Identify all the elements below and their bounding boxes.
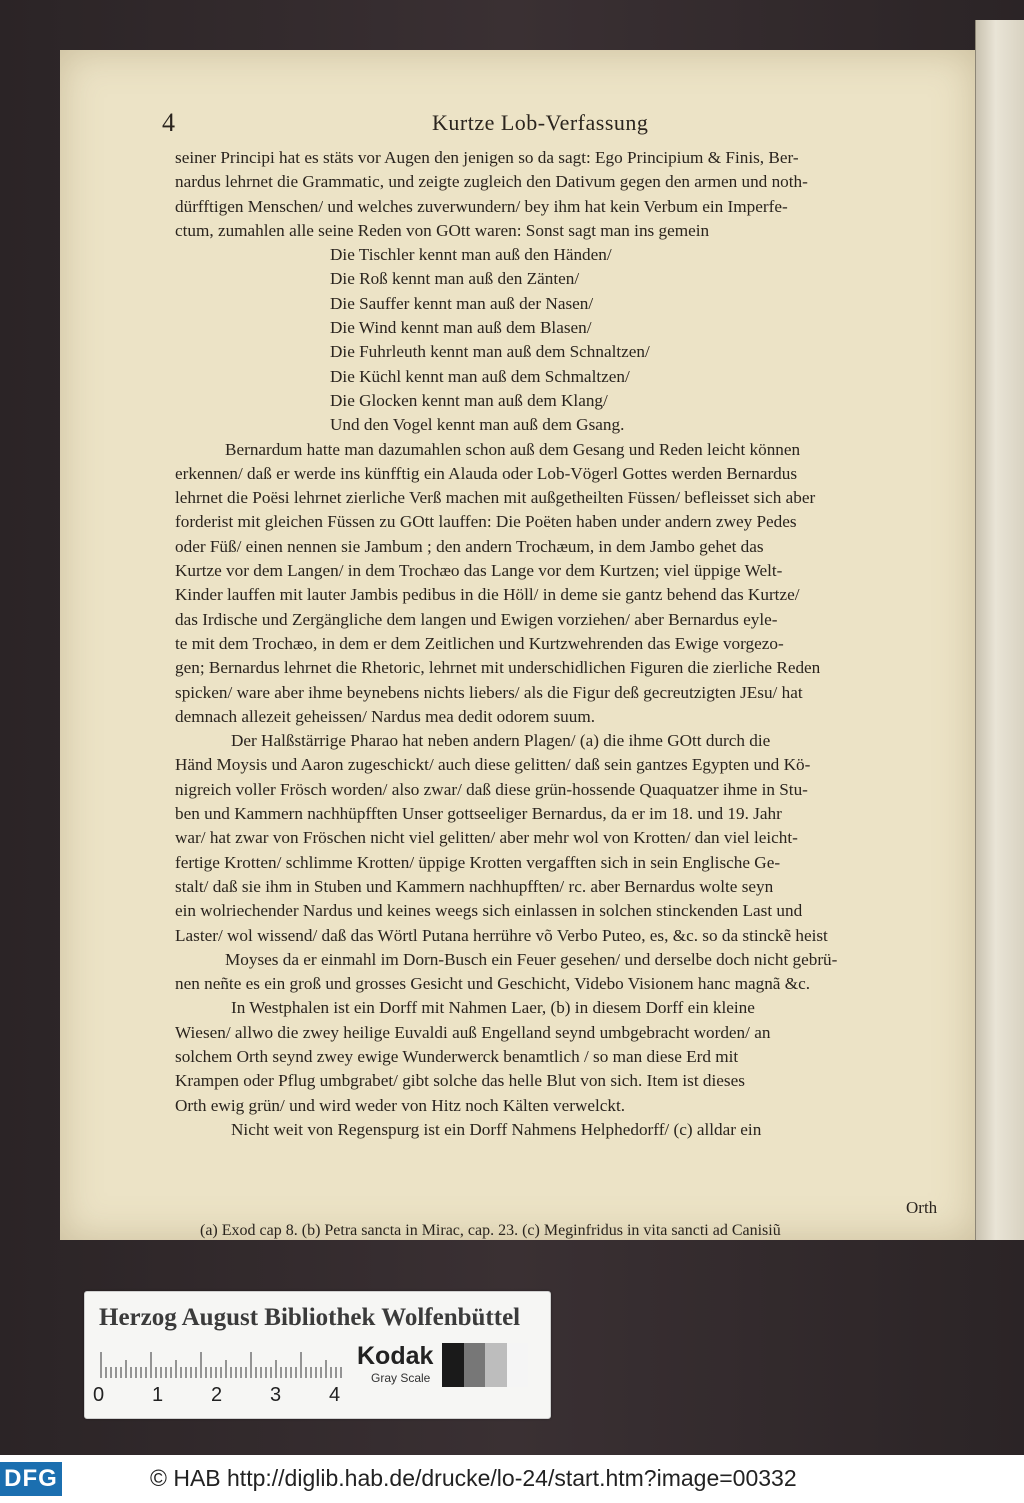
ruler-numbers	[93, 1384, 343, 1408]
text-line: oder Füß/ einen nennen sie Jambum ; den andern Trochæum, in dem Jambo gehet das	[175, 536, 764, 556]
ruler-number: 3	[270, 1384, 282, 1406]
page-number: 4	[162, 108, 175, 137]
text-line: Orth ewig grün/ und wird weder von Hitz noch Kälten verwelckt.	[175, 1095, 626, 1115]
text-line: dürfftigen Menschen/ und welches zuverwundern/ bey ihm hat kein Verbum ein Imperfe-	[175, 196, 788, 216]
next-page-edge	[975, 20, 1024, 1240]
running-head: Kurtze Lob-Verfassung	[432, 110, 649, 135]
text-line: erkennen/ daß er werde ins künfftig ein Alauda oder Lob-Vögerl Gottes werden Bernardus	[175, 463, 798, 483]
text-line: Wiesen/ allwo die zwey heilige Euvaldi auß Engelland seynd umbgebracht worden/ an	[175, 1022, 771, 1042]
text-line: nen neñte es ein groß und grosses Gesicht und Geschicht, Videbo Visionem hanc magnã &c.	[175, 974, 811, 994]
kodak-logo: Kodak	[357, 1342, 434, 1370]
text-line: Die Glocken kennt man auß dem Klang/	[330, 390, 608, 410]
grayscale-label: Gray Scale	[371, 1371, 431, 1385]
body-text	[175, 146, 911, 1142]
text-line: Händ Moysis und Aaron zugeschickt/ auch diese gelitten/ daß sein gantzes Egypten und Kö-	[175, 755, 811, 775]
footnote: (a) Exod cap 8. (b) Petra sancta in Mirac, cap. 23. (c) Meginfridus in vita sancti ad Canisiũ	[200, 1222, 781, 1239]
text-line: Laster/ wol wissend/ daß das Wörtl Putana herrühre võ Verbo Puteo, es, &c. so da stinckẽ heist	[175, 925, 828, 945]
text-line: nigreich voller Frösch worden/ also zwar/ daß diese grün-hossende Quaquatzer ihme in Stu-	[175, 779, 808, 799]
text-line: war/ hat zwar von Fröschen nicht viel gelitten/ aber mehr wol von Krotten/ dan viel leicht-	[175, 828, 798, 848]
catchword: Orth	[906, 1198, 938, 1217]
ruler-number: 2	[211, 1384, 223, 1406]
gray-patch	[485, 1343, 507, 1387]
text-line: ben und Kammern nachhüpfften Unser gottseeliger Bernardus, da er im 18. und 19. Jahr	[175, 804, 782, 824]
copyright-url: © HAB http://diglib.hab.de/drucke/lo-24/start.htm?image=00332	[150, 1465, 797, 1491]
text-line: Die Sauffer kennt man auß der Nasen/	[330, 293, 594, 313]
ruler-number: 1	[152, 1384, 164, 1406]
gray-patch	[442, 1343, 464, 1387]
text-line: ctum, zumahlen alle seine Reden von GOtt waren: Sonst sagt man ins gemein	[175, 220, 710, 240]
text-line: fertige Krotten/ schlimme Krotten/ üppige Krotten vergafften sich in sein Englische Ge-	[175, 852, 781, 872]
text-line: Moyses da er einmahl im Dorn-Busch ein Feuer gesehen/ und derselbe doch nicht gebrü-	[225, 949, 838, 969]
text-line: spicken/ ware aber ihme beynebens nichts liebers/ als die Figur deß gecreutzigten JEsu/ hat	[175, 682, 803, 702]
text-line: ein wolriechender Nardus und keines weegs sich einlassen in solchen stinckenden Last und	[175, 901, 803, 921]
text-line: nardus lehrnet die Grammatic, und zeigte zugleich den Dativum gegen den armen und noth-	[175, 172, 808, 192]
text-line: Kinder lauffen mit lauter Jambis pedibus in die Höll/ in deme sie gantz behend das Kurtze/	[175, 585, 800, 605]
ruler-number: 4	[329, 1384, 341, 1406]
scale-card	[84, 1291, 551, 1419]
text-line: stalt/ daß sie ihm in Stuben und Kammern nachhupfften/ rc. aber Bernardus wolte seyn	[175, 876, 774, 896]
text-line: Die Roß kennt man auß den Zänten/	[330, 269, 580, 289]
text-line: forderist mit gleichen Füssen zu GOtt lauffen: Die Poëten haben under andern zwey Pedes	[175, 512, 797, 532]
footer-bar	[0, 1455, 1024, 1503]
gray-patch	[464, 1343, 486, 1387]
text-line: Die Wind kennt man auß dem Blasen/	[330, 318, 592, 338]
text-line: Die Tischler kennt man auß den Händen/	[330, 245, 612, 265]
gray-patch	[507, 1343, 529, 1387]
text-line: das Irdische und Zergängliche dem langen und Ewigen vorziehen/ aber Bernardus eyle-	[175, 609, 778, 629]
text-line: demnach allezeit geheissen/ Nardus mea dedit odorem suum.	[175, 706, 596, 726]
page-header	[60, 108, 975, 144]
text-line: solchem Orth seynd zwey ewige Wunderwerck benamtlich / so man diese Erd mit	[175, 1046, 739, 1066]
text-line: te mit dem Trochæo, in dem er dem Zeitlichen und Kurtzwehrenden das Ewige vorgezo-	[175, 633, 784, 653]
gray-scale-patches	[442, 1343, 528, 1387]
text-line: Die Fuhrleuth kennt man auß dem Schnaltzen/	[330, 342, 650, 362]
ruler-number: 0	[93, 1384, 105, 1406]
text-line: gen; Bernardus lehrnet die Rhetoric, lehrnet mit underschidlichen Figuren die zierliche Reden	[175, 658, 821, 678]
text-line: Krampen oder Pflug umbgrabet/ gibt solche das helle Blut von sich. Item ist dieses	[175, 1071, 745, 1091]
text-line: lehrnet die Poësi lehrnet zierliche Verß machen mit außgetheilten Füssen/ befleisset sich aber	[175, 488, 816, 508]
text-line: Bernardum hatte man dazumahlen schon auß dem Gesang und Reden leicht können	[225, 439, 801, 459]
text-line: In Westphalen ist ein Dorff mit Nahmen Laer, (b) in diesem Dorff ein kleine	[231, 998, 755, 1018]
ruler	[97, 1350, 345, 1378]
text-line: Der Halßstärrige Pharao hat neben andern Plagen/ (a) die ihme GOtt durch die	[231, 731, 771, 751]
text-line: Und den Vogel kennt man auß dem Gsang.	[330, 415, 625, 435]
dfg-logo: DFG	[0, 1462, 62, 1496]
library-name: Herzog August Bibliothek Wolfenbüttel	[99, 1304, 521, 1331]
text-line: Kurtze vor dem Langen/ in dem Trochæo das Lange vor dem Kurtzen; viel üppige Welt-	[175, 561, 783, 581]
book-page	[60, 50, 975, 1240]
text-line: seiner Principi hat es stäts vor Augen den jenigen so da sagt: Ego Principium & Finis, Ber-	[175, 148, 799, 167]
text-line: Die Küchl kennt man auß dem Schmaltzen/	[330, 366, 630, 386]
text-line: Nicht weit von Regenspurg ist ein Dorff Nahmens Helphedorff/ (c) alldar ein	[231, 1119, 762, 1139]
